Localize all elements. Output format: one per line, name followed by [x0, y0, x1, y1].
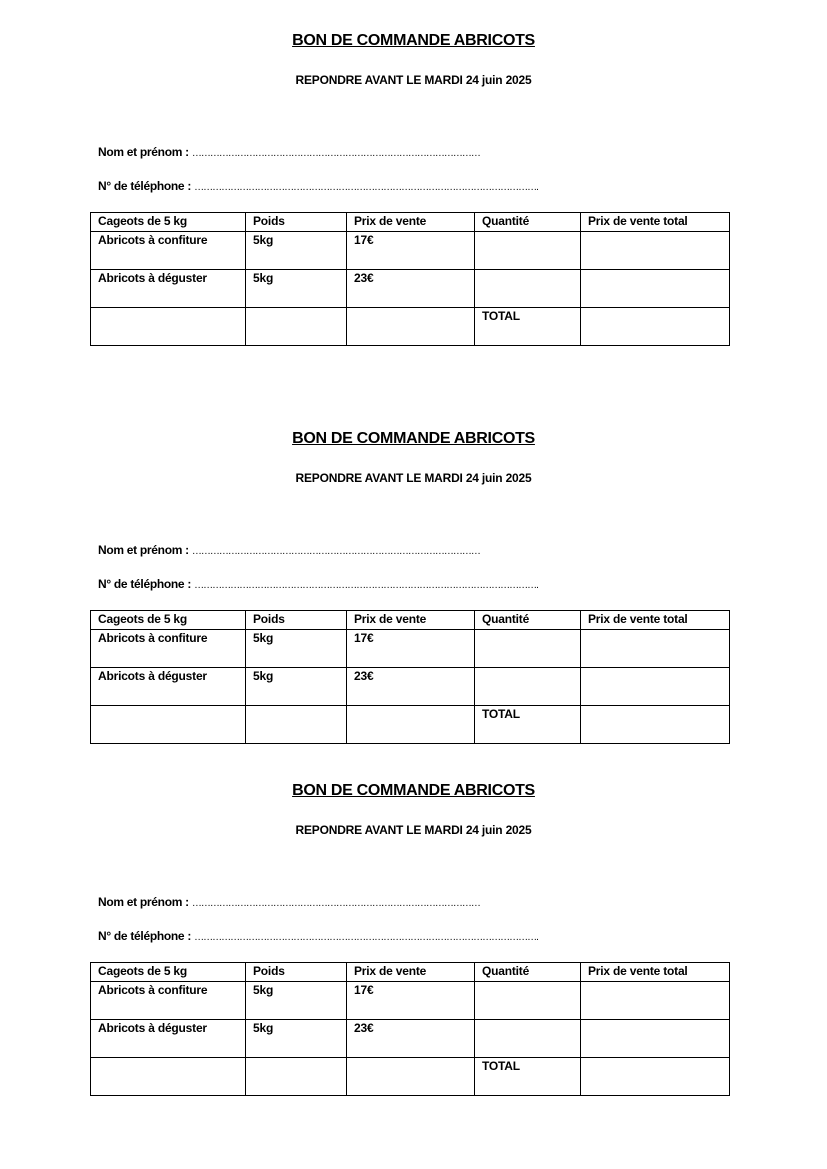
table-row: [91, 308, 730, 346]
name-dots: ……………………………………………………………………………………: [191, 148, 480, 159]
total-price-cell[interactable]: [581, 1020, 730, 1058]
total-price-cell[interactable]: [581, 982, 730, 1020]
column-header: Poids: [246, 963, 347, 982]
table-cell: [91, 308, 246, 346]
table-header-row: [91, 213, 730, 232]
table-cell: 23€: [347, 1020, 475, 1058]
name-label: Nom et prénom :: [98, 145, 192, 159]
table-row: [91, 706, 730, 744]
total-price-cell[interactable]: [581, 706, 730, 744]
table-cell: [347, 1058, 475, 1096]
table-cell: Abricots à confiture: [91, 232, 246, 270]
phone-field[interactable]: [98, 577, 600, 591]
table-row: [91, 982, 730, 1020]
table-row: [91, 270, 730, 308]
column-header: Poids: [246, 611, 347, 630]
name-label: Nom et prénom :: [98, 543, 192, 557]
table-cell: Abricots à confiture: [91, 630, 246, 668]
form-title: BON DE COMMANDE ABRICOTS: [292, 430, 535, 447]
name-label: Nom et prénom :: [98, 895, 192, 909]
table-cell: [246, 706, 347, 744]
table-cell: 17€: [347, 982, 475, 1020]
column-header: Quantité: [475, 963, 581, 982]
total-price-cell[interactable]: [581, 270, 730, 308]
phone-field[interactable]: [98, 179, 600, 193]
column-header: Poids: [246, 213, 347, 232]
quantity-cell[interactable]: [475, 668, 581, 706]
table-row: [91, 1058, 730, 1096]
order-form-1: [0, 32, 827, 362]
quantity-cell[interactable]: [475, 270, 581, 308]
order-table: [90, 212, 730, 346]
name-dots: ……………………………………………………………………………………: [191, 898, 480, 909]
total-price-cell[interactable]: [581, 232, 730, 270]
table-cell: [246, 1058, 347, 1096]
table-cell: Abricots à déguster: [91, 668, 246, 706]
order-form-3: [0, 782, 827, 1112]
table-cell: 5kg: [246, 1020, 347, 1058]
table-cell: Abricots à confiture: [91, 982, 246, 1020]
phone-dots: …………………………………………………………………………………………………….: [194, 182, 538, 193]
phone-label: N° de téléphone :: [98, 929, 195, 943]
total-price-cell[interactable]: [581, 630, 730, 668]
column-header: Prix de vente total: [581, 963, 730, 982]
table-cell: [91, 1058, 246, 1096]
table-cell: [347, 308, 475, 346]
form-deadline: REPONDRE AVANT LE MARDI 24 juin 2025: [295, 823, 532, 837]
quantity-cell[interactable]: [475, 630, 581, 668]
table-cell: [347, 706, 475, 744]
column-header: Quantité: [475, 213, 581, 232]
table-cell: TOTAL: [475, 1058, 581, 1096]
quantity-cell[interactable]: [475, 232, 581, 270]
quantity-cell[interactable]: [475, 1020, 581, 1058]
column-header: Quantité: [475, 611, 581, 630]
table-header-row: [91, 611, 730, 630]
table-header-row: [91, 963, 730, 982]
name-dots: ……………………………………………………………………………………: [191, 546, 480, 557]
form-title: BON DE COMMANDE ABRICOTS: [292, 32, 535, 49]
table-cell: 17€: [347, 630, 475, 668]
form-deadline: REPONDRE AVANT LE MARDI 24 juin 2025: [295, 73, 532, 87]
column-header: Prix de vente total: [581, 611, 730, 630]
column-header: Cageots de 5 kg: [91, 611, 246, 630]
column-header: Prix de vente: [347, 213, 475, 232]
table-row: [91, 1020, 730, 1058]
column-header: Prix de vente: [347, 611, 475, 630]
column-header: Prix de vente: [347, 963, 475, 982]
table-row: [91, 630, 730, 668]
name-field[interactable]: [98, 895, 538, 909]
form-deadline: REPONDRE AVANT LE MARDI 24 juin 2025: [295, 471, 532, 485]
phone-field[interactable]: [98, 929, 600, 943]
column-header: Cageots de 5 kg: [91, 963, 246, 982]
total-price-cell[interactable]: [581, 1058, 730, 1096]
table-cell: Abricots à déguster: [91, 270, 246, 308]
name-field[interactable]: [98, 543, 538, 557]
table-cell: TOTAL: [475, 706, 581, 744]
table-cell: 5kg: [246, 270, 347, 308]
column-header: Prix de vente total: [581, 213, 730, 232]
table-cell: Abricots à déguster: [91, 1020, 246, 1058]
table-cell: 5kg: [246, 232, 347, 270]
quantity-cell[interactable]: [475, 982, 581, 1020]
phone-dots: …………………………………………………………………………………………………….: [194, 580, 538, 591]
order-table: [90, 610, 730, 744]
phone-label: N° de téléphone :: [98, 179, 195, 193]
table-cell: TOTAL: [475, 308, 581, 346]
table-row: [91, 232, 730, 270]
table-cell: 17€: [347, 232, 475, 270]
form-title: BON DE COMMANDE ABRICOTS: [292, 782, 535, 799]
name-field[interactable]: [98, 145, 538, 159]
table-cell: [91, 706, 246, 744]
table-cell: [246, 308, 347, 346]
total-price-cell[interactable]: [581, 668, 730, 706]
table-row: [91, 668, 730, 706]
table-cell: 5kg: [246, 630, 347, 668]
table-cell: 5kg: [246, 982, 347, 1020]
phone-label: N° de téléphone :: [98, 577, 195, 591]
total-price-cell[interactable]: [581, 308, 730, 346]
phone-dots: …………………………………………………………………………………………………….: [194, 932, 538, 943]
table-cell: 23€: [347, 270, 475, 308]
order-form-2: [0, 430, 827, 760]
table-cell: 5kg: [246, 668, 347, 706]
column-header: Cageots de 5 kg: [91, 213, 246, 232]
order-table: [90, 962, 730, 1096]
table-cell: 23€: [347, 668, 475, 706]
